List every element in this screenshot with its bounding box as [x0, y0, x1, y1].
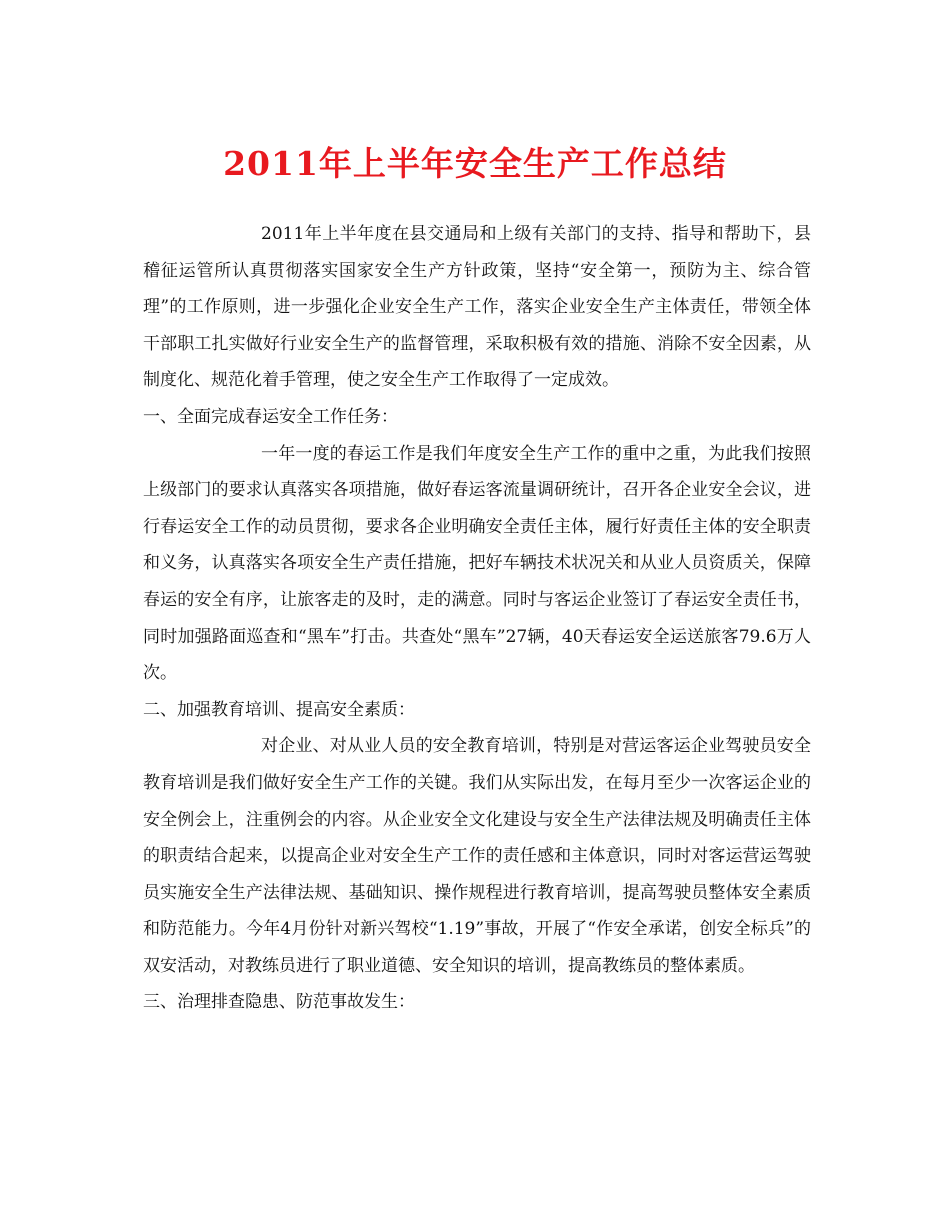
training-paragraph: 对企业、对从业人员的安全教育培训，特别是对营运客运企业驾驶员安全教育培训是我们做好安全生产工作的关键。我们从实际出发，在每月至少一次客运企业的安全例会上，注重例会的内容。从企业安全文化建设与安全生产法律法规及明确责任主体的职责结合起来，以提高企业对安全生产工作的责任感和主体意识，同时对客运营运驾驶员实施安全生产法律法规、基础知识、操作规程进行教育培训，提高驾驶员整体安全素质和防范能力。今年4月份针对新兴驾校“1.19”事故，开展了“作安全承诺，创安全标兵”的双安活动，对教练员进行了职业道德、安全知识的培训，提高教练员的整体素质。 — [143, 736, 811, 976]
page-title: 2011年上半年安全生产工作总结 — [223, 144, 727, 183]
section-heading-hazard-inspection: 三、治理排查隐患、防范事故发生： — [143, 992, 415, 1013]
document-body — [143, 216, 811, 1021]
section-heading-training: 二、加强教育培训、提高安全素质： — [143, 699, 415, 720]
spring-transport-paragraph: 一年一度的春运工作是我们年度安全生产工作的重中之重，为此我们按照上级部门的要求认真落实各项措施，做好春运客流量调研统计，召开各企业安全会议，进行春运安全工作的动员贯彻，要求各企业明确安全责任主体，履行好责任主体的安全职责和义务，认真落实各项安全生产责任措施，把好车辆技术状况关和从业人员资质关，保障春运的安全有序，让旅客走的及时，走的满意。同时与客运企业签订了春运安全责任书，同时加强路面巡查和“黑车”打击。共查处“黑车”27辆，40天春运安全运送旅客79.6万人次。 — [143, 443, 811, 684]
intro-paragraph: 2011年上半年度在县交通局和上级有关部门的支持、指导和帮助下，县稽征运管所认真贯彻落实国家安全生产方针政策，坚持“安全第一，预防为主、综合管理”的工作原则，进一步强化企业安全生产工作，落实企业安全生产主体责任，带领全体干部职工扎实做好行业安全生产的监督管理，采取积极有效的措施、消除不安全因素，从制度化、规范化着手管理，使之安全生产工作取得了一定成效。 — [143, 224, 811, 391]
section-heading-spring-transport: 一、全面完成春运安全工作任务： — [143, 406, 398, 427]
